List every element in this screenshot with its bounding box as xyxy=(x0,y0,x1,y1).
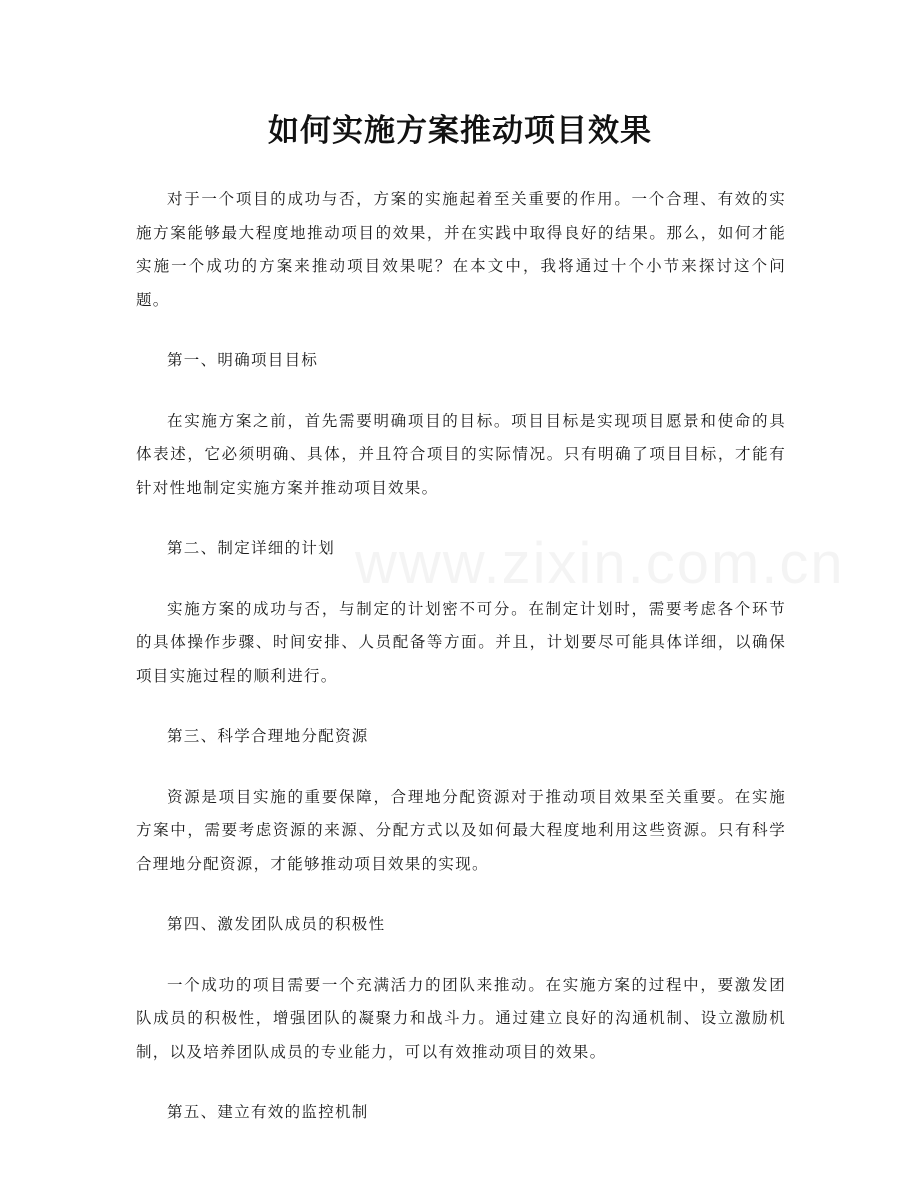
section-heading-1: 第一、明确项目目标 xyxy=(167,351,319,369)
section-heading-3: 第三、科学合理地分配资源 xyxy=(167,727,369,745)
document-body xyxy=(136,183,786,1130)
section-body-2: 实施方案的成功与否，与制定的计划密不可分。在制定计划时，需要考虑各个环节的具体操作步骤、时间安排、人员配备等方面。并且，计划要尽可能具体详细，以确保项目实施过程的顺利进行。 xyxy=(136,599,786,685)
section-body-4: 一个成功的项目需要一个充满活力的团队来推动。在实施方案的过程中，要激发团队成员的积极性，增强团队的凝聚力和战斗力。通过建立良好的沟通机制、设立激励机制，以及培养团队成员的专业能力，可以有效推动项目的效果。 xyxy=(136,975,786,1061)
section-body-3: 资源是项目实施的重要保障，合理地分配资源对于推动项目效果至关重要。在实施方案中，需要考虑资源的来源、分配方式以及如何最大程度地利用这些资源。只有科学合理地分配资源，才能够推动项目效果的实现。 xyxy=(136,787,786,873)
section-body-1: 在实施方案之前，首先需要明确项目的目标。项目目标是实现项目愿景和使命的具体表述，它必须明确、具体，并且符合项目的实际情况。只有明确了项目目标，才能有针对性地制定实施方案并推动项目效果。 xyxy=(136,411,786,497)
section-heading-5: 第五、建立有效的监控机制 xyxy=(167,1103,369,1121)
intro-paragraph: 对于一个项目的成功与否，方案的实施起着至关重要的作用。一个合理、有效的实施方案能够最大程度地推动项目的效果，并在实践中取得良好的结果。那么，如何才能实施一个成功的方案来推动项目效果呢？在本文中，我将通过十个小节来探讨这个问题。 xyxy=(136,190,786,309)
section-heading-4: 第四、激发团队成员的积极性 xyxy=(167,915,386,933)
section-heading-2: 第二、制定详细的计划 xyxy=(167,539,336,557)
document-title: 如何实施方案推动项目效果 xyxy=(268,113,652,149)
